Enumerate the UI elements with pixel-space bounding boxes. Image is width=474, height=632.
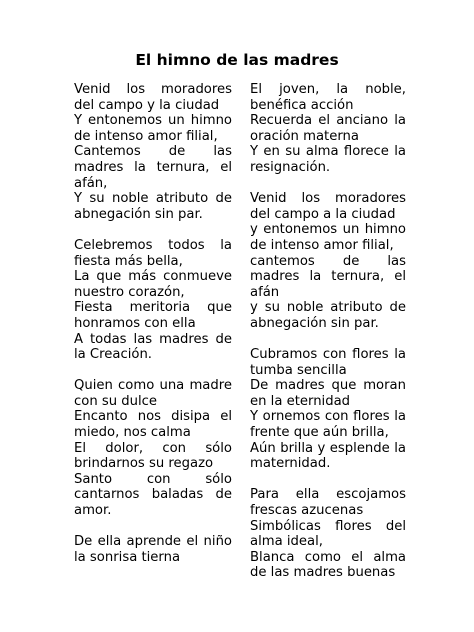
verse-line: Blanca como el alma de las madres buenas (250, 549, 406, 581)
verse-line: De madres que moran en la eternidad (250, 378, 406, 409)
verse-line: y su noble atributo de abnegación sin par. (250, 300, 406, 331)
verse-line: y entonemos un himno de intenso amor filial, (250, 222, 406, 253)
verse-line: Quien como una madre con su dulce (74, 378, 232, 409)
verse-line: Para ella escojamos frescas azucenas (250, 487, 406, 519)
left-column (74, 82, 232, 581)
verse-line: Y en su alma florece la resignación. (250, 144, 406, 175)
verse-line: Santo con sólo cantarnos baladas de amor. (74, 471, 232, 519)
verse-line: Cantemos de las madres la ternura, el afán, (74, 144, 232, 191)
page-title: El himno de las madres (135, 51, 339, 69)
verse-line: El joven, la noble, benéfica acción (250, 82, 406, 113)
verse-line: Y su noble atributo de abnegación sin par. (74, 191, 232, 222)
verse-line: Y ornemos con flores la frente que aún brilla, (250, 409, 406, 441)
right-stanza (250, 487, 406, 581)
verse-line: Recuerda el anciano la oración materna (250, 113, 406, 144)
left-stanza (74, 378, 232, 518)
verse-line: Cubramos con flores la tumba sencilla (250, 347, 406, 378)
right-column (250, 82, 406, 597)
verse-line: Venid los moradores del campo a la ciudad (250, 191, 406, 222)
verse-line: cantemos de las madres la ternura, el afán (250, 253, 406, 300)
verse-line: Fiesta meritoria que honramos con ella (74, 300, 232, 331)
verse-line: La que más conmueve nuestro corazón, (74, 269, 232, 300)
left-stanza (74, 238, 232, 363)
right-stanza (250, 82, 406, 176)
right-stanza (250, 191, 406, 331)
verse-line: Encanto nos disipa el miedo, nos calma (74, 409, 232, 441)
verse-line: Aún brilla y esplende la maternidad. (250, 440, 406, 472)
right-stanza (250, 347, 406, 472)
verse-line: Simbólicas flores del alma ideal, (250, 518, 406, 550)
left-stanza (74, 82, 232, 222)
verse-line: Y entonemos un himno de intenso amor filial, (74, 113, 232, 144)
verse-line: A todas las madres de la Creación. (74, 331, 232, 363)
verse-line: Venid los moradores del campo y la ciudad (74, 82, 232, 113)
verse-line: Celebremos todos la fiesta más bella, (74, 237, 232, 269)
left-stanza (74, 534, 232, 565)
verse-line: De ella aprende el niño la sonrisa tierna (74, 534, 232, 565)
verse-line: El dolor, con sólo brindarnos su regazo (74, 440, 232, 472)
